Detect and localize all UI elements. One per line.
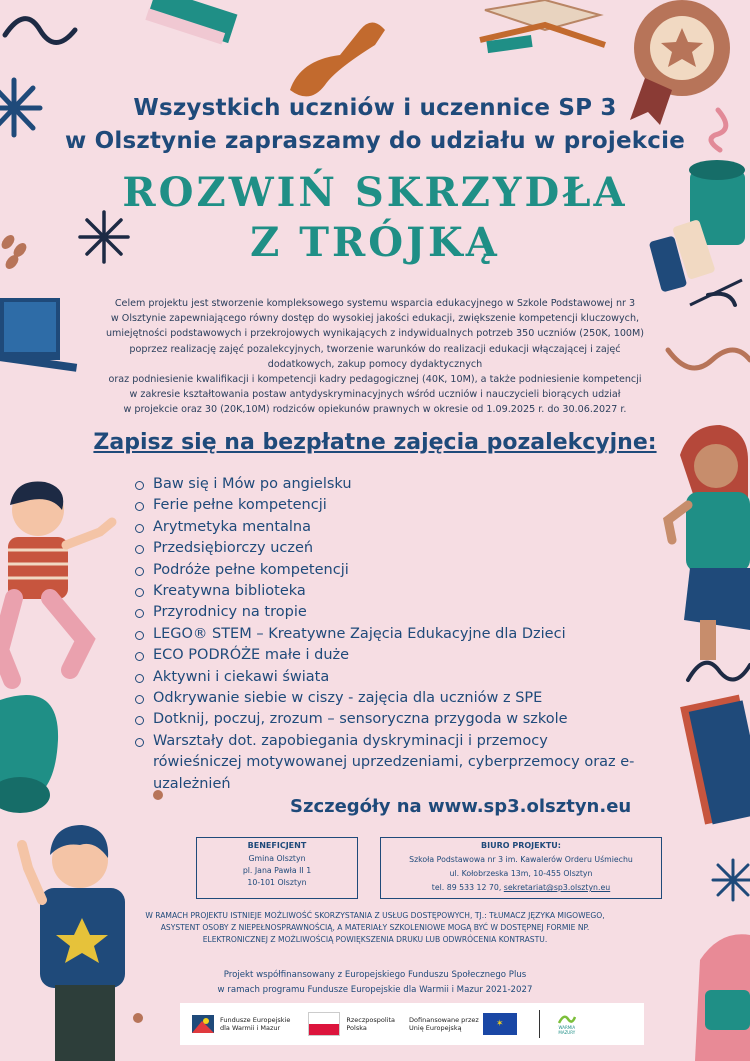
intro-line-2: w Olsztynie zapraszamy do udziału w projekcie <box>65 128 685 154</box>
squiggle-decoration <box>668 350 750 368</box>
activities-list <box>135 474 635 795</box>
bullet-icon <box>135 674 144 683</box>
list-item: Przyrodnicy na tropie <box>135 602 635 623</box>
bullet-icon <box>135 695 144 704</box>
saxophone-icon <box>0 695 58 813</box>
bullet-icon <box>135 738 144 747</box>
bullet-icon <box>135 481 144 490</box>
bullet-icon <box>135 609 144 618</box>
office-phone: tel. 89 533 12 70, <box>431 883 502 892</box>
description-line: w zakresie kształtowania postaw antydyskryminacyjnych wśród uczniów i nauczycieli biorących udział <box>129 389 621 401</box>
beneficiary-street: pl. Jana Pawła II 1 <box>242 866 312 875</box>
description-line: Celem projektu jest stworzenie kompleksowego systemu wsparcia edukacyjnego w Szkole Podstawowej nr 3 <box>114 298 636 309</box>
funding-line-2: w ramach programu Fundusze Europejskie dla Warmii i Mazur 2021-2027 <box>217 985 533 995</box>
backpack-illustration <box>695 934 750 1061</box>
details-link[interactable]: Szczegóły na www.sp3.olsztyn.eu <box>290 796 632 817</box>
beneficiary-box <box>196 837 358 899</box>
rzeczpospolita-logo: Rzeczpospolita Polska <box>308 1012 395 1036</box>
bullet-icon <box>135 545 144 554</box>
list-item: Baw się i Mów po angielsku <box>135 474 635 495</box>
squiggle-decoration <box>5 19 75 43</box>
beneficiary-city: 10-101 Olsztyn <box>247 878 307 887</box>
description-line: poprzez realizację zajęć pozalekcyjnych, tworzenie warunków do realizacji edukacji włączającej i zajęć <box>129 343 621 355</box>
bullet-icon <box>135 716 144 725</box>
boy-illustration <box>0 481 112 680</box>
bullet-icon <box>135 524 144 533</box>
list-item: Arytmetyka mentalna <box>135 517 635 538</box>
office-email-link[interactable]: sekretariat@sp3.olsztyn.eu <box>503 883 611 892</box>
title-line-2: Z TRÓJKĄ <box>250 219 500 266</box>
books-illustration <box>145 0 237 45</box>
project-description <box>85 296 665 418</box>
list-item: Ferie pełne kompetencji <box>135 495 635 516</box>
bullet-icon <box>135 631 144 640</box>
boy-thumbs-up-illustration <box>22 825 125 1061</box>
beneficiary-heading: BENEFICJENT <box>247 841 307 850</box>
warmia-mazury-icon <box>558 1013 576 1025</box>
dot-decoration <box>133 1013 143 1023</box>
list-item: Odkrywanie siebie w ciszy - zajęcia dla uczniów z SPE <box>135 688 635 709</box>
description-line: w Olsztynie zapewniającego równy dostęp do wysokiej jakości edukacji, zwiększenie kompetencji kluczowych, <box>110 313 640 325</box>
description-line: dodatkowych, zakup pomocy dydaktycznych <box>267 358 483 370</box>
funding-note <box>150 968 600 998</box>
bullet-icon <box>135 502 144 511</box>
fundusze-europejskie-logo: Fundusze Europejskie dla Warmii i Mazur <box>190 1013 290 1035</box>
eu-logo: Dofinansowane przez Unię Europejską ✶ <box>409 1013 517 1035</box>
list-item: LEGO® STEM – Kreatywne Zajęcia Edukacyjne dla Dzieci <box>135 624 635 645</box>
office-address: ul. Kołobrzeska 13m, 10-455 Olsztyn <box>449 869 593 878</box>
bullet-icon <box>135 567 144 576</box>
asterisk-decoration <box>713 860 750 900</box>
project-title <box>0 168 750 268</box>
signup-heading: Zapisz się na bezpłatne zajęcia pozalekcyjne: <box>93 430 657 455</box>
title-line-1: ROZWIŃ SKRZYDŁA <box>122 169 628 216</box>
office-heading: BIURO PROJEKTU: <box>481 841 561 850</box>
polish-flag-icon <box>308 1012 340 1036</box>
bullet-icon <box>135 588 144 597</box>
accessibility-note: W RAMACH PROJEKTU ISTNIEJE MOŻLIWOŚĆ SKORZYSTANIA Z USŁUG DOSTĘPOWYCH, TJ.: TŁUMACZ JĘZYKA MIGOWEGO, ASYSTENT OSOBY Z NIEPEŁNOSPRAWNOŚCIĄ, A MATERIAŁY SZKOLENIOWE MOGĄ BYĆ W DOSTĘPNEJ FORMIE NP. ELEKTRONICZNEJ Z MOŻLIWOŚCIĄ POWIĘKSZENIA DRUKU LUB ODWRÓCENIA KONTRASTU. <box>145 911 605 944</box>
list-item: Warształy dot. zapobiegania dyskryminacji i przemocy rówieśniczej motywowanej uprzedzeniami, cyberprzemocy oraz e-uzależnień <box>135 731 635 795</box>
divider <box>539 1010 540 1038</box>
project-office-box <box>380 837 662 899</box>
list-item: Przedsiębiorczy uczeń <box>135 538 635 559</box>
list-item: Dotknij, poczuj, zrozum – sensoryczna przygoda w szkole <box>135 709 635 730</box>
description-line: umiejętności podstawowych i przekrojowych wynikających z indywidualnych potrzeb 350 uczniów (250K, 100M) <box>105 328 645 340</box>
fe-icon <box>190 1013 216 1035</box>
office-name: Szkoła Podstawowa nr 3 im. Kawalerów Orderu Uśmiechu <box>409 855 633 864</box>
list-item: Podróże pełne kompetencji <box>135 560 635 581</box>
laptop-icon <box>0 298 77 372</box>
funding-line-1: Projekt współfinansowany z Europejskiego Funduszu Społecznego Plus <box>223 970 527 980</box>
intro-line-1: Wszystkich uczniów i uczennice SP 3 <box>133 95 617 121</box>
eu-flag-icon: ✶ <box>483 1013 517 1035</box>
list-item: ECO PODRÓŻE małe i duże <box>135 645 635 666</box>
description-line: oraz podniesienie kwalifikacji i kompetencji kadry pedagogicznej (40K, 10M), a także podniesienie kompetencji <box>108 374 642 386</box>
saxophone-icon <box>290 23 385 97</box>
squiggle-decoration <box>688 663 750 680</box>
list-item: Kreatywna biblioteka <box>135 581 635 602</box>
warmia-mazury-logo: WARMIA MAZURY <box>558 1013 576 1035</box>
description-line: w projekcie oraz 30 (20K,10M) rodziców opiekunów prawnych w okresie od 1.09.2025 r. do 30.06.2027 r. <box>123 404 627 416</box>
list-item: Aktywni i ciekawi świata <box>135 667 635 688</box>
book-illustration <box>680 695 750 825</box>
girl-illustration <box>668 425 750 660</box>
office-contact <box>381 881 661 895</box>
funding-logos-bar <box>180 1003 644 1045</box>
beneficiary-name: Gmina Olsztyn <box>248 854 306 863</box>
intro-heading <box>0 92 750 158</box>
bullet-icon <box>135 652 144 661</box>
open-book-illustration <box>480 0 605 53</box>
